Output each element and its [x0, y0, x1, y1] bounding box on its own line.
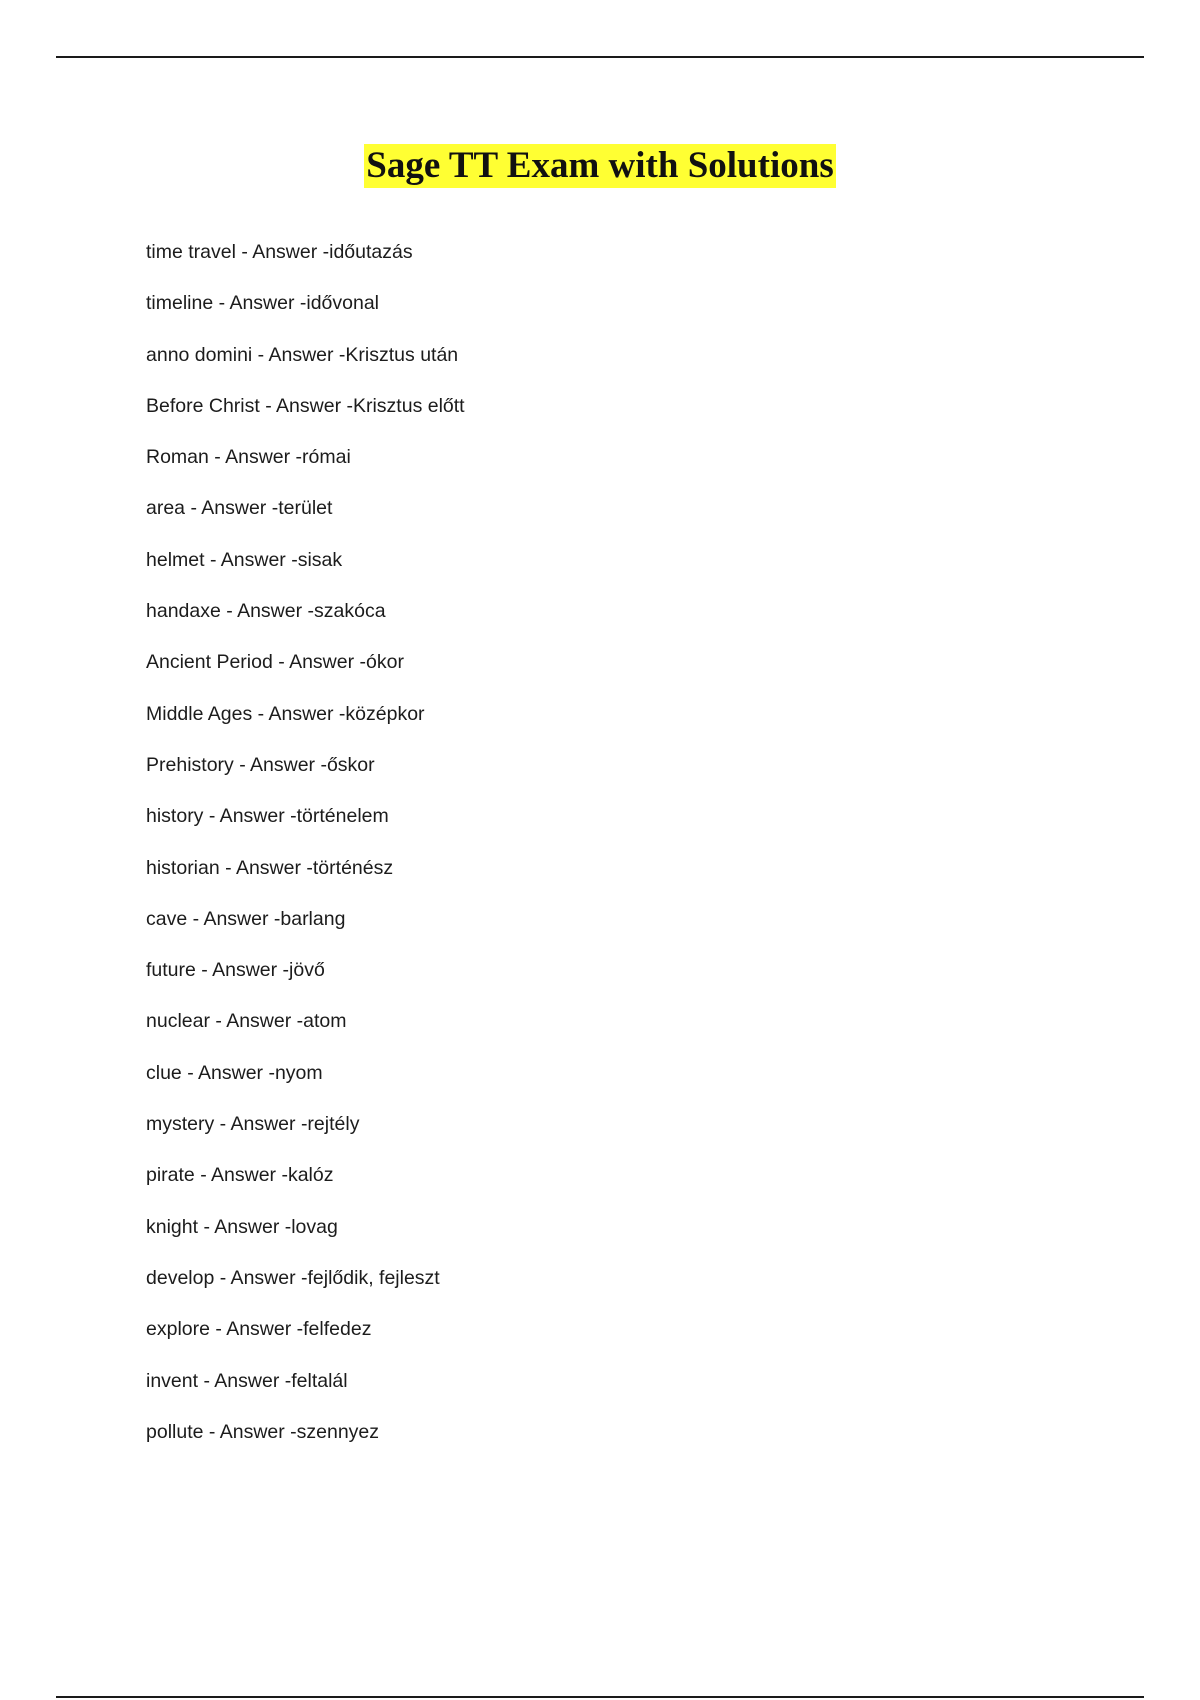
list-item: mystery - Answer -rejtély — [146, 1113, 360, 1136]
list-item: clue - Answer -nyom — [146, 1061, 323, 1084]
list-item: pollute - Answer -szennyez — [146, 1420, 380, 1443]
list-item: historian - Answer -történész — [146, 856, 394, 879]
list-item: Roman - Answer -római — [146, 446, 351, 469]
list-item: pirate - Answer -kalóz — [146, 1164, 334, 1187]
title-container — [0, 144, 1200, 188]
list-item: knight - Answer -lovag — [146, 1215, 338, 1238]
list-item: invent - Answer -feltalál — [146, 1369, 348, 1392]
list-item: cave - Answer -barlang — [146, 907, 346, 930]
list-item: handaxe - Answer -szakóca — [146, 600, 386, 623]
list-item: Before Christ - Answer -Krisztus előtt — [146, 394, 465, 417]
list-item: Middle Ages - Answer -középkor — [146, 702, 425, 725]
document-title: Sage TT Exam with Solutions — [366, 145, 834, 186]
list-item: history - Answer -történelem — [146, 805, 389, 828]
list-item: area - Answer -terület — [146, 497, 333, 520]
list-item: helmet - Answer -sisak — [146, 548, 343, 571]
answer-list — [146, 237, 465, 1468]
list-item: Ancient Period - Answer -ókor — [146, 651, 404, 674]
list-item: nuclear - Answer -atom — [146, 1010, 347, 1033]
list-item: explore - Answer -felfedez — [146, 1318, 372, 1341]
footer-rule — [56, 1696, 1144, 1698]
list-item: develop - Answer -fejlődik, fejleszt — [146, 1266, 440, 1289]
list-item: timeline - Answer -idővonal — [146, 292, 380, 315]
list-item: anno domini - Answer -Krisztus után — [146, 343, 459, 366]
list-item: future - Answer -jövő — [146, 959, 325, 982]
list-item: Prehistory - Answer -őskor — [146, 753, 375, 776]
header-rule — [56, 56, 1144, 58]
list-item: time travel - Answer -időutazás — [146, 241, 413, 263]
